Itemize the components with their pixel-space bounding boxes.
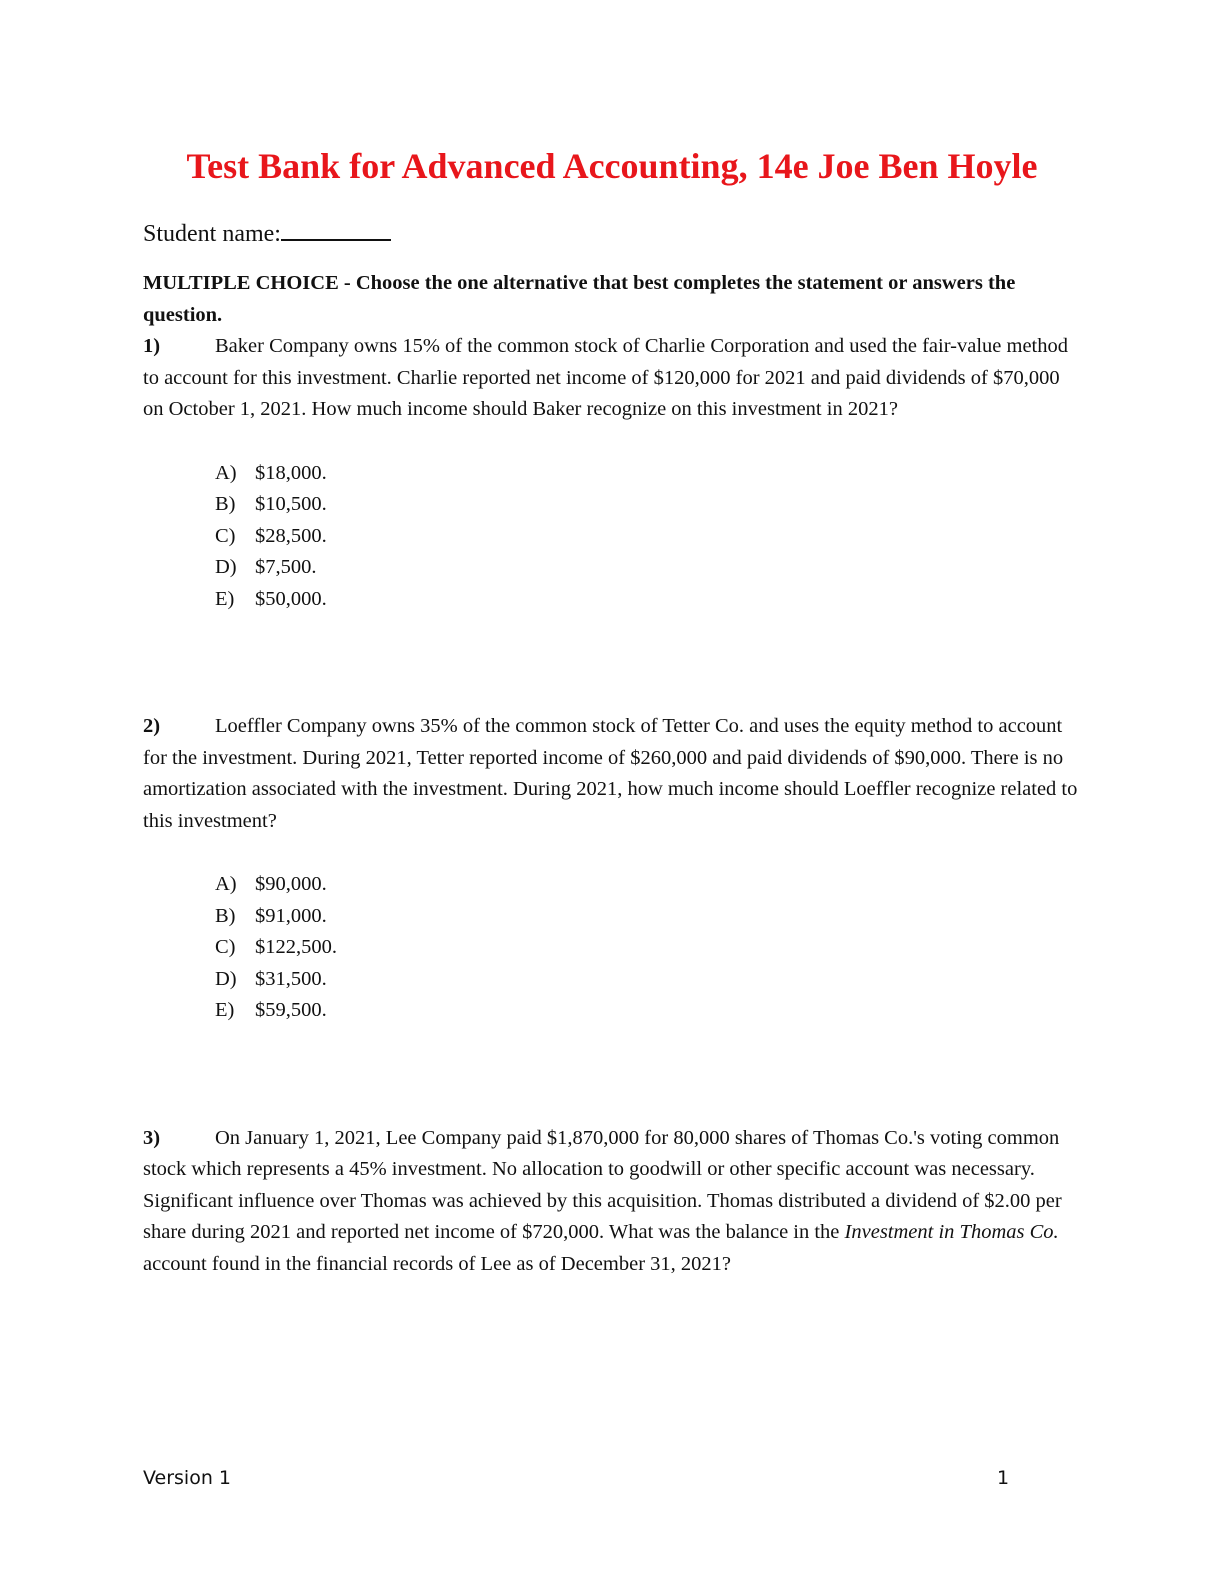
- option-letter: D): [215, 556, 237, 578]
- question-2: [143, 711, 1083, 837]
- option-text: $10,500.: [255, 493, 327, 515]
- question-content: [143, 268, 1083, 1280]
- answer-option-c[interactable]: [215, 932, 1083, 964]
- question-number: 2): [143, 715, 161, 737]
- footer-page-number: 1: [997, 1467, 1010, 1489]
- question-number: 3): [143, 1126, 161, 1149]
- answer-option-e[interactable]: [215, 995, 1083, 1027]
- option-text: $7,500.: [255, 556, 317, 578]
- option-text: $31,500.: [255, 967, 327, 990]
- option-letter: C): [215, 524, 236, 547]
- answer-option-a[interactable]: [215, 869, 1083, 901]
- student-name-line: [143, 213, 391, 251]
- question-number: 1): [143, 335, 161, 357]
- student-name-label: Student name:: [143, 221, 281, 247]
- question-text-part: On January 1, 2021, Lee Company paid $1,870,000 for 80,000 shares of Thomas Co.'s voting common stock which represents a 45% investment. No allocation to goodwill or other specific account was necessary. Significant influence over Thomas was achieved by this acquisition. Thomas distributed a dividend of $2.00 per share during 2021 and reported net income of $720,000. What was the balance in the: [143, 1126, 1062, 1243]
- option-letter: D): [215, 967, 237, 990]
- answer-option-d[interactable]: [215, 552, 1083, 584]
- option-text: $50,000.: [255, 587, 327, 610]
- option-letter: C): [215, 936, 236, 958]
- answer-option-e[interactable]: [215, 584, 1083, 616]
- answer-option-c[interactable]: [215, 521, 1083, 553]
- answer-options: [143, 458, 1083, 616]
- option-text: $90,000.: [255, 873, 327, 895]
- instructions: MULTIPLE CHOICE - Choose the one alternative that best completes the statement or answers the question.: [143, 272, 1016, 326]
- question-text: [143, 1127, 1062, 1275]
- option-text: $28,500.: [255, 524, 327, 547]
- question-3: [143, 1123, 1083, 1281]
- answer-option-b[interactable]: [215, 901, 1083, 933]
- question-1: [143, 331, 1083, 426]
- page-title: Test Bank for Advanced Accounting, 14e Joe Ben Hoyle: [186, 146, 1038, 186]
- option-letter: A): [215, 461, 237, 484]
- question-text-part: account found in the financial records of Lee as of December 31, 2021?: [143, 1252, 731, 1275]
- option-letter: E): [215, 587, 235, 610]
- answer-options: [143, 869, 1083, 1027]
- question-text: Baker Company owns 15% of the common stock of Charlie Corporation and used the fair-value method to account for this investment. Charlie reported net income of $120,000 for 2021 and paid dividends of $70,000 on October 1, 2021. How much income should Baker recognize on this investment in 2021?: [143, 335, 1068, 420]
- option-text: $122,500.: [255, 936, 337, 958]
- answer-option-b[interactable]: [215, 489, 1083, 521]
- student-name-blank[interactable]: [281, 213, 391, 241]
- account-name-italic: Investment in Thomas Co.: [844, 1221, 1059, 1243]
- option-text: $91,000.: [255, 904, 327, 927]
- option-text: $18,000.: [255, 461, 327, 484]
- option-letter: E): [215, 999, 235, 1021]
- answer-option-d[interactable]: [215, 964, 1083, 996]
- footer-version: Version 1: [143, 1467, 231, 1489]
- option-text: $59,500.: [255, 999, 327, 1021]
- option-letter: A): [215, 873, 237, 895]
- question-text: Loeffler Company owns 35% of the common stock of Tetter Co. and uses the equity method to account for the investment. During 2021, Tetter reported income of $260,000 and paid dividends of $90,000. There is no amortization associated with the investment. During 2021, how much income should Loeffler recognize related to this investment?: [143, 715, 1078, 832]
- option-letter: B): [215, 493, 236, 515]
- answer-option-a[interactable]: [215, 458, 1083, 490]
- option-letter: B): [215, 904, 236, 927]
